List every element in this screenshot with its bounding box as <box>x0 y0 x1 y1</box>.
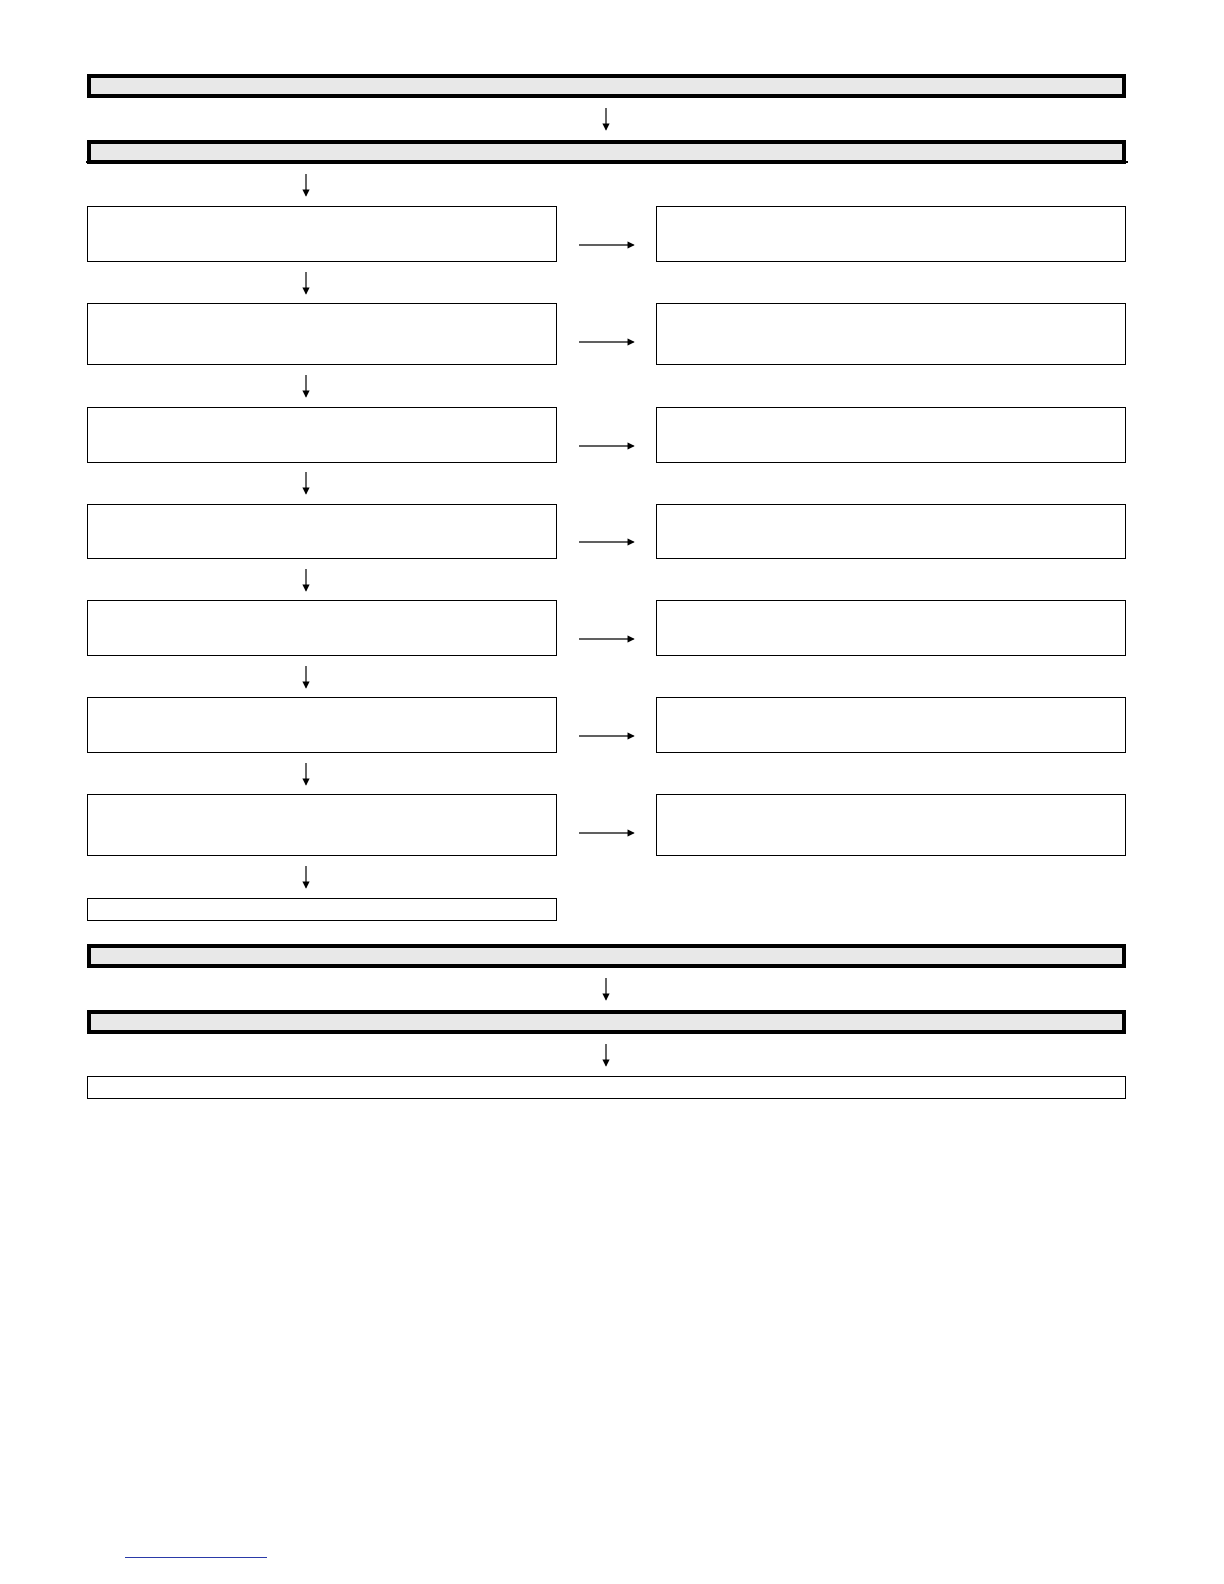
step-left-3 <box>87 407 557 463</box>
footer-link[interactable] <box>125 1557 267 1558</box>
step-left-2 <box>87 303 557 365</box>
step-right-5 <box>656 600 1126 656</box>
step-left-1 <box>87 206 557 262</box>
step-right-7 <box>656 794 1126 856</box>
underline-left-4 <box>87 558 557 559</box>
step-left-6 <box>87 697 557 753</box>
step-left-4 <box>87 504 557 559</box>
header-box-1 <box>87 74 1126 98</box>
step-right-2 <box>656 303 1126 365</box>
step-right-3 <box>656 407 1126 463</box>
step-right-4 <box>656 504 1126 559</box>
step-right-1 <box>656 206 1126 262</box>
header-box-4 <box>87 1010 1126 1034</box>
end-box <box>87 898 557 921</box>
step-left-5 <box>87 600 557 656</box>
header-box-3 <box>87 944 1126 968</box>
step-left-7 <box>87 794 557 856</box>
final-box <box>87 1076 1126 1099</box>
divider-line <box>86 161 1128 163</box>
step-right-6 <box>656 697 1126 753</box>
underline-right-4 <box>656 558 1126 559</box>
